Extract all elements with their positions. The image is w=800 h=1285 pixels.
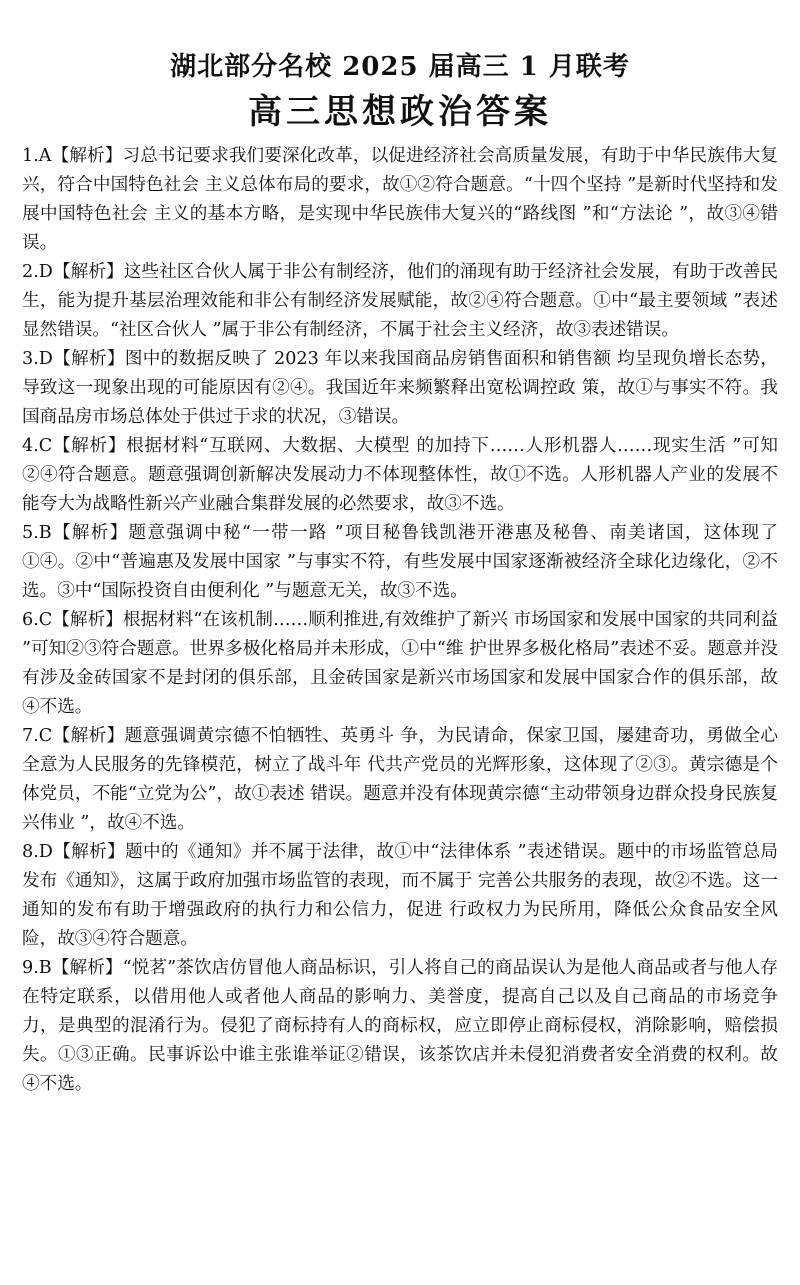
answer-list	[22, 142, 778, 1099]
exam-title: 湖北部分名校 2025 届高三 1 月联考	[170, 52, 630, 82]
answer-item-3: 3.D【解析】图中的数据反映了 2023 年以来我国商品房销售面积和销售额 均呈现负增长态势，导致这一现象出现的可能原因有②④。我国近年来频繁释出宽松调控政 策，故①与事实不符。我国商品房市场总体处于供过于求的状况，③错误。	[22, 349, 778, 427]
answer-item-1: 1.A【解析】习总书记要求我们要深化改革，以促进经济社会高质量发展，有助于中华民族伟大复兴，符合中国特色社会 主义总体布局的要求，故①②符合题意。“十四个坚持 ”是新时代坚持和发展中国特色社会 主义的基本方略，是实现中华民族伟大复兴的“路线图 ”和“方法论 ”，故③④错误。	[22, 146, 778, 253]
answer-item-2: 2.D【解析】这些社区合伙人属于非公有制经济，他们的涌现有助于经济社会发展，有助于改善民生，能为提升基层治理效能和非公有制经济发展赋能，故②④符合题意。①中“最主要领域 ”表述显然错误。“社区合伙人 ”属于非公有制经济，不属于社会主义经济，故③表述错误。	[22, 262, 778, 340]
answer-item-7: 7.C【解析】题意强调黄宗德不怕牺牲、英勇斗 争，为民请命，保家卫国，屡建奇功，勇做全心全意为人民服务的先锋模范，树立了战斗年 代共产党员的光辉形象，这体现了②③。黄宗德是个体党员，不能“立党为公”，故①表述 错误。题意并没有体现黄宗德“主动带领身边群众投身民族复兴伟业 ”，故④不选。	[22, 726, 778, 833]
answer-item-8: 8.D【解析】题中的《通知》并不属于法律，故①中“法律体系 ”表述错误。题中的市场监管总局发布《通知》，这属于政府加强市场监管的表现，而不属于 完善公共服务的表现，故②不选。这一通知的发布有助于增强政府的执行力和公信力，促进 行政权力为民所用，降低公众食品安全风险，故③④符合题意。	[22, 842, 778, 949]
document-title: 高三思想政治答案	[248, 92, 552, 132]
answer-item-6: 6.C【解析】根据材料“在该机制……顺利推进,有效维护了新兴 市场国家和发展中国家的共同利益 ”可知②③符合题意。世界多极化格局并未形成，①中“维 护世界多极化格局”表述不妥。题意并没有涉及金砖国家不是封闭的俱乐部，且金砖国家是新兴市场国家和发展中国家合作的俱乐部，故④不选。	[22, 610, 778, 717]
answer-item-5: 5.B【解析】题意强调中秘“一带一路 ”项目秘鲁钱凯港开港惠及秘鲁、南美诸国，这体现了①④。②中“普遍惠及发展中国家 ”与事实不符，有些发展中国家逐渐被经济全球化边缘化，②不 选。③中“国际投资自由便利化 ”与题意无关，故③不选。	[22, 523, 778, 601]
answer-item-9: 9.B【解析】“悦茗”茶饮店仿冒他人商品标识，引人将自己的商品误认为是他人商品或者与他人存在特定联系，以借用他人或者他人商品的影响力、美誉度，提高自己以及自己商品的市场竞争力，是典型的混淆行为。侵犯了商标持有人的商标权，应立即停止商标侵权，消除影响，赔偿损失。①③正确。民事诉讼中谁主张谁举证②错误，该茶饮店并未侵犯消费者安全消费的权利。故④不选。	[22, 958, 778, 1094]
answer-item-4: 4.C【解析】根据材料“互联网、大数据、大模型 的加持下……人形机器人……现实生活 ”可知②④符合题意。题意强调创新解决发展动力不体现整体性，故①不选。人形机器人产业的发展不能夸大为战略性新兴产业融合集群发展的必然要求，故③不选。	[22, 436, 778, 514]
